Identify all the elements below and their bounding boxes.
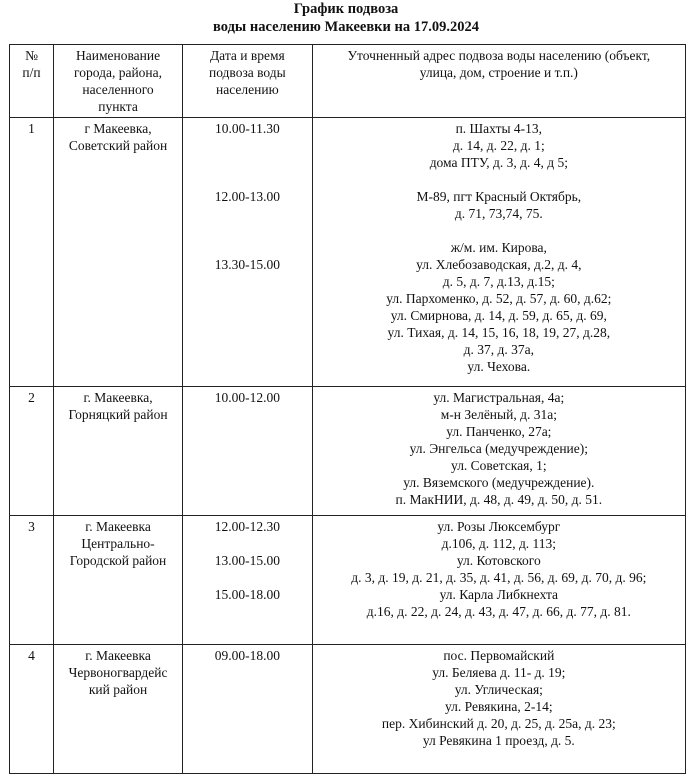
locality-line: г. Макеевка <box>85 648 151 663</box>
time-slot <box>186 137 309 154</box>
header-number-line: № <box>25 48 38 63</box>
header-locality-line: пункта <box>98 99 138 114</box>
row-address <box>312 645 685 774</box>
address-line: ул. Вяземского (медучреждение). <box>403 475 595 490</box>
address-line: пос. Первомайский <box>443 648 555 663</box>
time-slot: 12.00-12.30 <box>214 519 280 534</box>
address-line <box>316 171 682 188</box>
time-slot <box>186 535 309 552</box>
header-locality-line: города, района, <box>74 65 163 80</box>
row-number <box>10 118 54 387</box>
water-schedule-table <box>9 44 686 774</box>
row-locality <box>54 387 183 516</box>
row-number <box>10 645 54 774</box>
time-slot: 15.00-18.00 <box>214 587 280 602</box>
address-line <box>316 222 682 239</box>
address-line: м-н Зелёный, д. 31а; <box>440 407 557 422</box>
address-line: д.16, д. 22, д. 24, д. 43, д. 47, д. 66, д. 77, д. 81. <box>366 604 631 619</box>
address-line: ул. Карла Либкнехта <box>439 587 559 602</box>
address-line: ул. Панченко, 27а; <box>446 424 552 439</box>
header-datetime-line: Дата и время <box>209 48 285 63</box>
document-title <box>0 0 692 36</box>
locality-line: Городской район <box>69 553 167 568</box>
row-locality <box>54 645 183 774</box>
address-line: ул. Советская, 1; <box>451 458 547 473</box>
row-number-text: 3 <box>28 519 35 534</box>
row-number-text: 1 <box>28 121 35 136</box>
time-slot <box>186 222 309 239</box>
address-line: ж/м. им. Кирова, <box>450 240 547 255</box>
address-line: д. 5, д. 7, д.13, д.15; <box>442 274 555 289</box>
row-address <box>312 118 685 387</box>
locality-line: Центрально- <box>81 536 155 551</box>
locality-line: Червоногвардейс <box>68 665 168 680</box>
table-row <box>10 645 686 774</box>
table-header-row <box>10 45 686 118</box>
address-line: ул. Чехова. <box>467 359 531 374</box>
address-line: ул. Энгельса (медучреждение); <box>409 441 589 456</box>
header-datetime <box>183 45 313 118</box>
time-slot <box>186 154 309 171</box>
time-slot: 12.00-13.00 <box>214 189 280 204</box>
address-line: ул. Розы Люксембург <box>437 519 561 534</box>
header-address-line: улица, дом, строение и т.п.) <box>419 65 578 80</box>
row-locality <box>54 516 183 645</box>
address-line: ул. Котовского <box>456 553 541 568</box>
address-line: ул. Углическая; <box>454 682 543 697</box>
address-line: д. 71, 73,74, 75. <box>454 206 543 221</box>
time-slot: 10.00-12.00 <box>214 390 280 405</box>
header-number <box>10 45 54 118</box>
address-line: д. 3, д. 19, д. 21, д. 35, д. 41, д. 56, д. 69, д. 70, д. 96; <box>351 570 647 585</box>
header-address-line: Уточненный адрес подвоза воды населению (объект, <box>347 48 651 63</box>
address-line: ул. Тихая, д. 14, 15, 16, 18, 19, 27, д.28, <box>387 325 611 340</box>
address-line: пер. Хибинский д. 20, д. 25, д. 25а, д. 23; <box>381 716 616 731</box>
row-time <box>183 387 313 516</box>
locality-line: Горняцкий район <box>68 407 168 422</box>
address-line: ул. Магистральная, 4а; <box>433 390 565 405</box>
table-row <box>10 118 686 387</box>
address-line: М-89, пгт Красный Октябрь, <box>416 189 582 204</box>
address-line: д. 14, д. 22, д. 1; <box>452 138 545 153</box>
address-line: д. 37, д. 37а, <box>463 342 534 357</box>
table-body <box>10 118 686 774</box>
header-locality <box>54 45 183 118</box>
time-slot: 10.00-11.30 <box>214 121 280 136</box>
time-slot <box>186 205 309 222</box>
header-number-line: п/п <box>22 65 41 80</box>
locality-line: Советский район <box>68 138 168 153</box>
time-slot: 09.00-18.00 <box>214 648 280 663</box>
header-locality-line: населенного <box>82 82 154 97</box>
locality-line: г. Макеевка <box>85 519 151 534</box>
address-line: ул. Ревякина, 2-14; <box>445 699 553 714</box>
time-slot: 13.30-15.00 <box>214 257 280 272</box>
table-row <box>10 387 686 516</box>
header-address <box>312 45 685 118</box>
locality-line: г Макеевка, <box>84 121 152 136</box>
header-datetime-line: населению <box>216 82 279 97</box>
address-line: п. Шахты 4-13, <box>455 121 543 136</box>
address-line: дома ПТУ, д. 3, д. 4, д 5; <box>429 155 568 170</box>
time-slot: 13.00-15.00 <box>214 553 280 568</box>
row-locality <box>54 118 183 387</box>
row-number-text: 4 <box>28 648 35 663</box>
row-address <box>312 387 685 516</box>
time-slot <box>186 569 309 586</box>
title-line-1: График подвоза <box>293 1 399 17</box>
row-number-text: 2 <box>28 390 35 405</box>
address-line: ул. Беляева д. 11- д. 19; <box>432 665 566 680</box>
address-line: ул. Пархоменко, д. 52, д. 57, д. 60, д.62; <box>386 291 612 306</box>
time-slot <box>186 239 309 256</box>
row-time <box>183 516 313 645</box>
row-number <box>10 516 54 645</box>
title-line-2: воды населению Макеевки на 17.09.2024 <box>213 19 479 35</box>
row-address <box>312 516 685 645</box>
locality-line: кий район <box>88 682 148 697</box>
address-line: ул. Смирнова, д. 14, д. 59, д. 65, д. 69, <box>390 308 607 323</box>
table-row <box>10 516 686 645</box>
row-time <box>183 645 313 774</box>
address-line: п. МакНИИ, д. 48, д. 49, д. 50, д. 51. <box>395 492 603 507</box>
address-line: д.106, д. 112, д. 113; <box>441 536 557 551</box>
address-line: ул Ревякина 1 проезд, д. 5. <box>422 733 575 748</box>
time-slot <box>186 171 309 188</box>
address-line: ул. Хлебозаводская, д.2, д. 4, <box>416 257 582 272</box>
header-datetime-line: подвоза воды <box>208 65 286 80</box>
locality-line: г. Макеевка, <box>83 390 153 405</box>
row-number <box>10 387 54 516</box>
row-time <box>183 118 313 387</box>
header-locality-line: Наименование <box>75 48 161 63</box>
